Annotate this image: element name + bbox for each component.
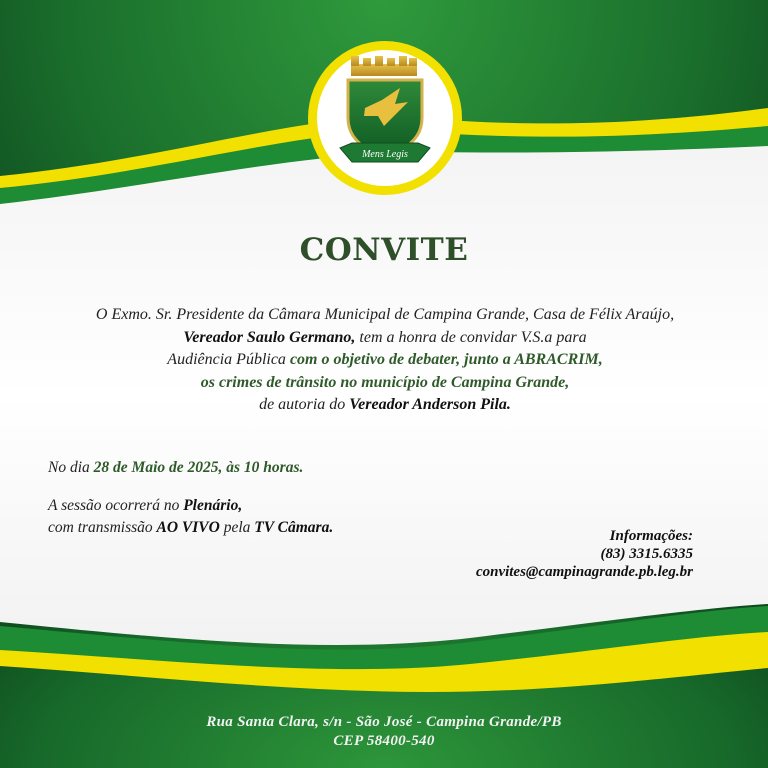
footer-cep: CEP 58400-540 [333,733,435,749]
session-line-1: A sessão ocorrerá no Plenário, [48,497,243,514]
footer-street: Rua Santa Clara, s/n - São José - Campina Grande/PB [206,714,562,730]
intro-line-3: Audiência Pública com o objetivo de debater, junto a ABRACRIM, [167,351,603,368]
contact-label: Informações: [609,528,693,544]
footer-address [0,713,768,751]
contact-email: convites@campinagrande.pb.leg.br [475,564,693,580]
contact-phone: (83) 3315.6335 [600,546,693,562]
intro-line-5: de autoria do Vereador Anderson Pila. [259,396,511,413]
session-line-2: com transmissão AO VIVO pela TV Câmara. [48,519,334,536]
host-name: Vereador Saulo Germano, [183,328,356,346]
emblem-motto: Mens Legis [362,149,408,160]
intro-line-4: os crimes de trânsito no município de Campina Grande, [200,373,570,391]
emblem [308,41,462,195]
session-info [48,495,333,539]
page-title: CONVITE [299,232,469,268]
contact-info [476,527,693,581]
intro-line-1: O Exmo. Sr. Presidente da Câmara Municipal de Campina Grande, Casa de Félix Araújo, [95,306,675,323]
invitation-text [40,304,730,417]
event-date: No dia 28 de Maio de 2025, às 10 horas. [48,459,304,476]
author-name: Vereador Anderson Pila. [349,396,511,413]
intro-line-2: Vereador Saulo Germano, tem a honra de convidar V.S.a para [183,328,587,346]
